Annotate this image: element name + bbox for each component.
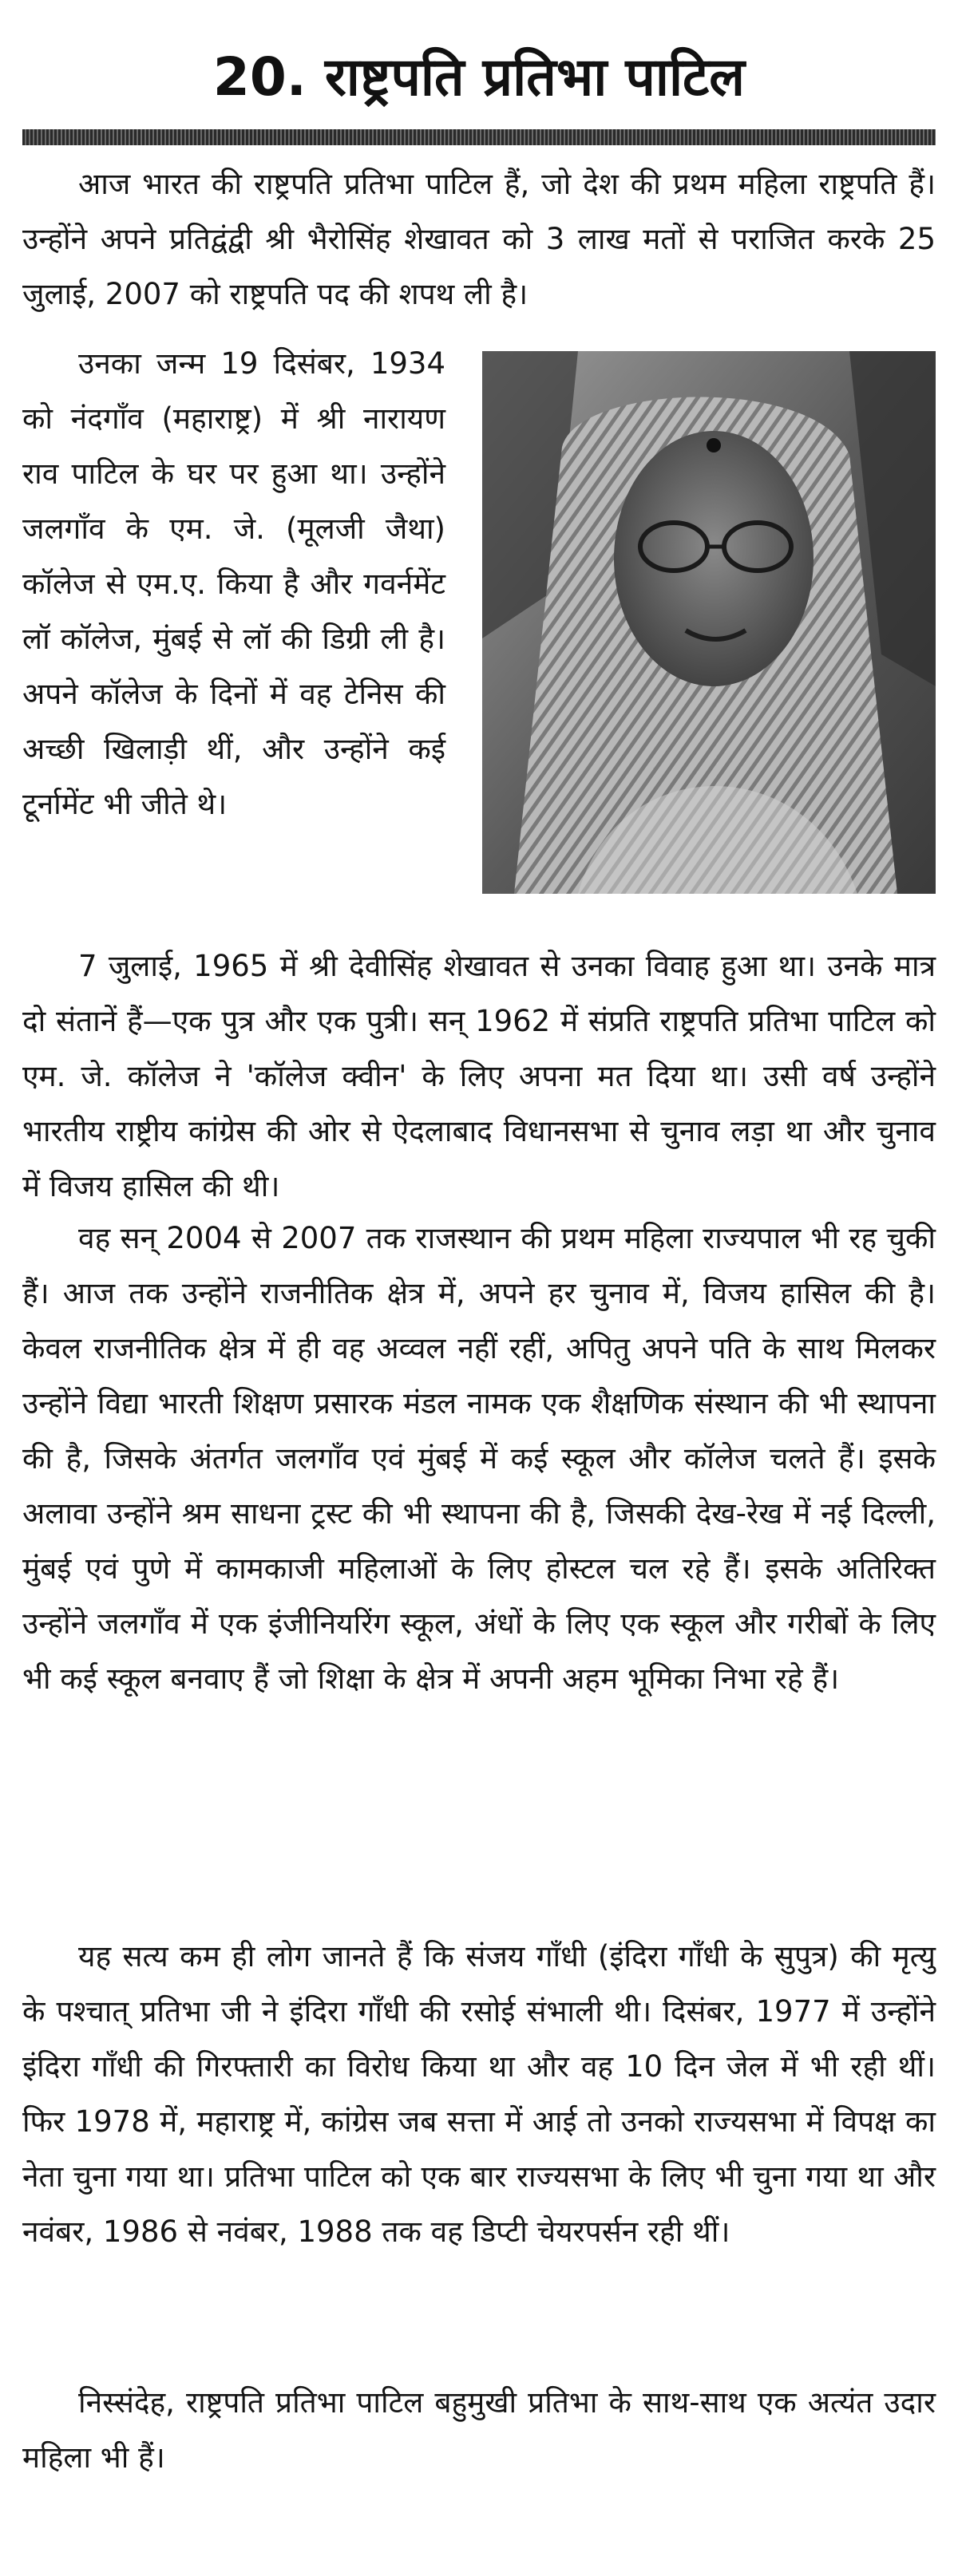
portrait-photo (482, 351, 936, 894)
title-divider (22, 129, 936, 145)
paragraph-early-life: उनका जन्म 19 दिसंबर, 1934 को नंदगाँव (महाराष्ट्र) में श्री नारायण राव पाटिल के घर पर हुआ था। उन्होंने जलगाँव के एम. जे. (मूलजी जैथा) कॉलेज से एम.ए. किया है और गवर्नमेंट लॉ कॉलेज, मुंबई से लॉ की डिग्री ली है। अपने कॉलेज के दिनों में वह टेनिस की अच्छी खिलाड़ी थीं, और उन्होंने कई टूर्नामेंट भी जीते थे। (22, 346, 445, 821)
paragraph-conclusion: निस्संदेह, राष्ट्रपति प्रतिभा पाटिल बहुमुखी प्रतिभा के साथ-साथ एक अत्यंत उदार महिला भी हैं। (22, 2385, 936, 2475)
paragraph-intro: आज भारत की राष्ट्रपति प्रतिभा पाटिल हैं, जो देश की प्रथम महिला राष्ट्रपति हैं। उन्होंने अपने प्रतिद्वंद्वी श्री भैरोसिंह शेखावत को 3 लाख मतों से पराजित करके 25 जुलाई, 2007 को राष्ट्रपति पद की शपथ ली है। (22, 167, 936, 311)
paragraph-marriage: 7 जुलाई, 1965 में श्री देवीसिंह शेखावत से उनका विवाह हुआ था। उनके मात्र दो संतानें हैं—एक पुत्र और एक पुत्री। सन् 1962 में संप्रति राष्ट्रपति प्रतिभा पाटिल को एम. जे. कॉलेज ने 'कॉलेज क्वीन' के लिए अपना मत दिया था। उसी वर्ष उन्होंने भारतीय राष्ट्रीय कांग्रेस की ओर से ऐदलाबाद विधानसभा से चुनाव लड़ा था और चुनाव में विजय हासिल की थी। (22, 949, 936, 1203)
page-title: 20. राष्ट्रपति प्रतिभा पाटिल (212, 46, 746, 108)
paragraph-politics: यह सत्य कम ही लोग जानते हैं कि संजय गाँधी (इंदिरा गाँधी के सुपुत्र) की मृत्यु के पश्चात् प्रतिभा जी ने इंदिरा गाँधी की रसोई संभाली थी। दिसंबर, 1977 में उन्होंने इंदिरा गाँधी की गिरफ्तारी का विरोध किया था और वह 10 दिन जेल में भी रही थीं। फिर 1978 में, महाराष्ट्र में, कांग्रेस जब सत्ता में आई तो उनको राज्यसभा में विपक्ष का नेता चुना गया था। प्रतिभा पाटिल को एक बार राज्यसभा के लिए भी चुना गया था और नवंबर, 1986 से नवंबर, 1988 तक वह डिप्टी चेयरपर्सन रही थीं। (22, 1939, 936, 2249)
paragraph-career: वह सन् 2004 से 2007 तक राजस्थान की प्रथम महिला राज्यपाल भी रह चुकी हैं। आज तक उन्होंने राजनीतिक क्षेत्र में, अपने हर चुनाव में, विजय हासिल की है। केवल राजनीतिक क्षेत्र में ही वह अव्वल नहीं रहीं, अपितु अपने पति के साथ मिलकर उन्होंने विद्या भारती शिक्षण प्रसारक मंडल नामक एक शैक्षणिक संस्थान की भी स्थापना की है, जिसके अंतर्गत जलगाँव एवं मुंबई में कई स्कूल और कॉलेज चलते हैं। इसके अलावा उन्होंने श्रम साधना ट्रस्ट की भी स्थापना की है, जिसकी देख-रेख में नई दिल्ली, मुंबई एवं पुणे में कामकाजी महिलाओं के लिए होस्टल चल रहे हैं। इसके अतिरिक्त उन्होंने जलगाँव में एक इंजीनियरिंग स्कूल, अंधों के लिए एक स्कूल और गरीबों के लिए भी कई स्कूल बनवाए हैं जो शिक्षा के क्षेत्र में अपनी अहम भूमिका निभा रहे हैं। (22, 1221, 936, 1696)
essay-page (22, 0, 936, 2576)
